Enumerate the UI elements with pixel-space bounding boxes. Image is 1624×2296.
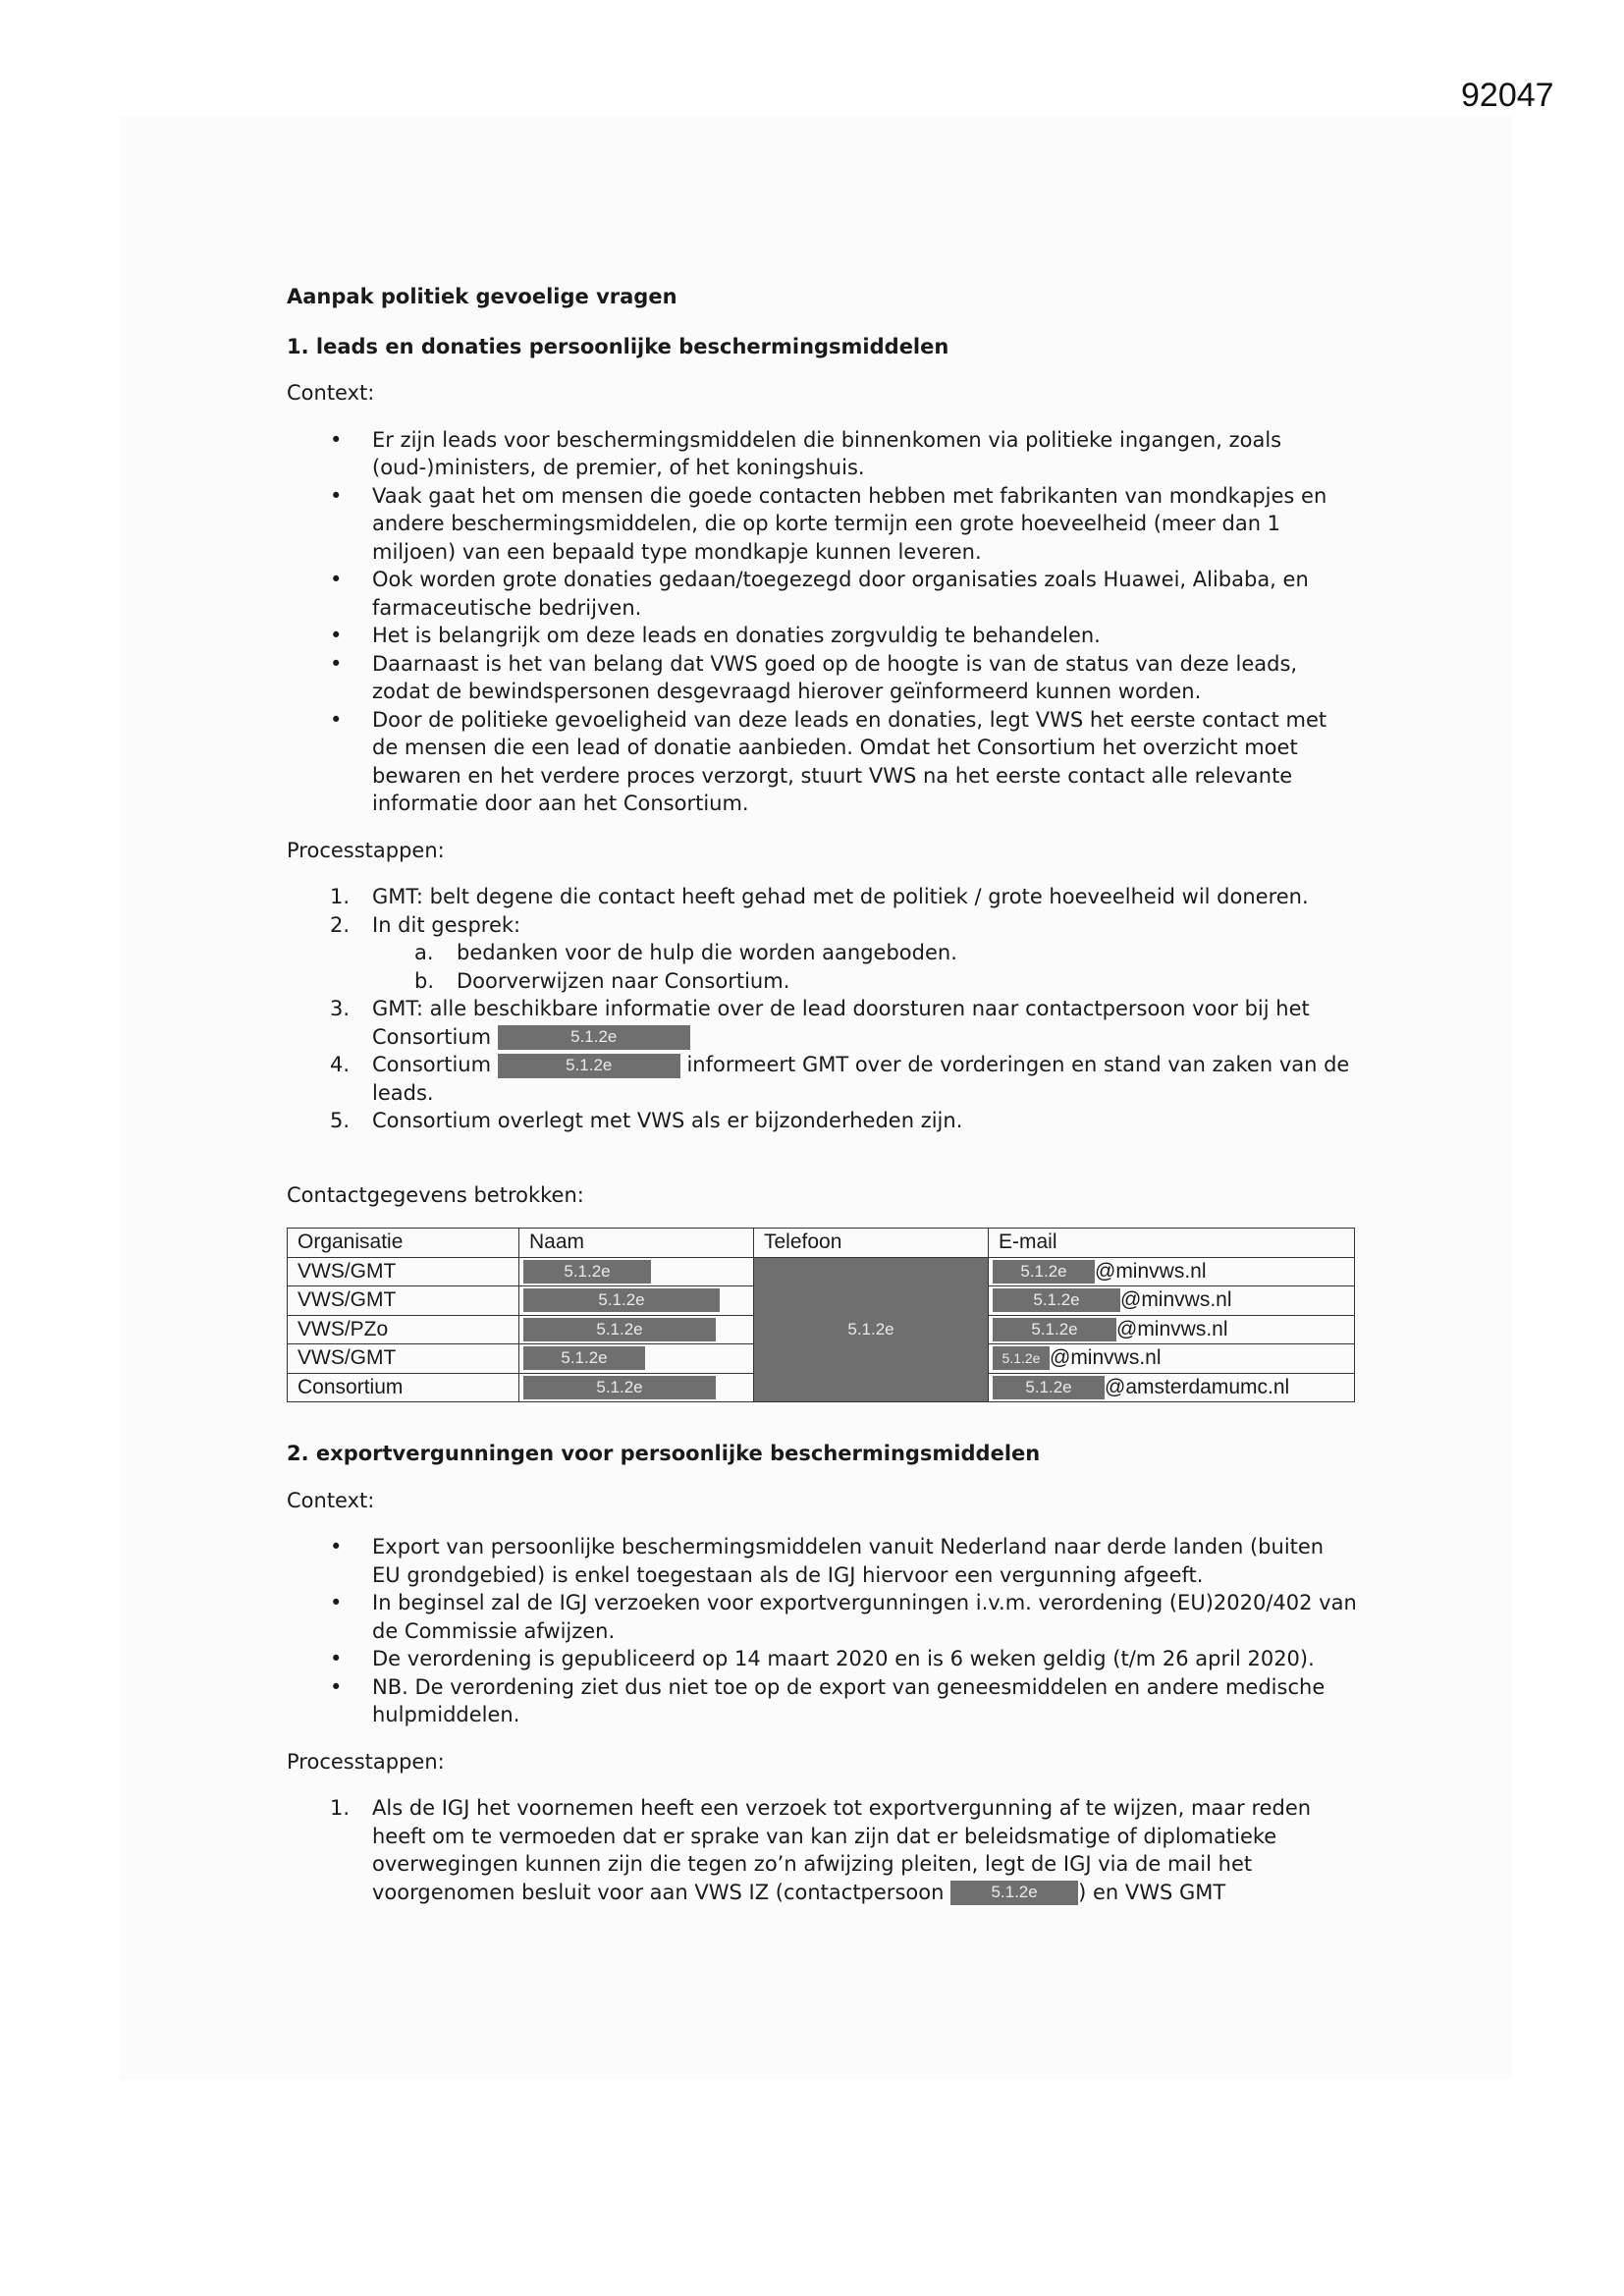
document-body xyxy=(287,283,1357,1925)
email-domain: @minvws.nl xyxy=(1120,1288,1232,1311)
column-header: Telefoon xyxy=(754,1229,989,1258)
cell-name xyxy=(519,1315,754,1344)
table-row xyxy=(288,1257,1355,1286)
email-domain: @minvws.nl xyxy=(1095,1259,1207,1283)
step-4 xyxy=(287,1051,1357,1107)
step-5 xyxy=(287,1107,1357,1135)
step-1 xyxy=(287,1794,1357,1906)
contacts-label: Contactgegevens betrokken: xyxy=(287,1182,584,1207)
cell-telephone-redacted: 5.1.2e xyxy=(754,1257,989,1402)
list-item: • Vaak gaat het om mensen die goede contacten hebben met fabrikanten van mondkapjes en andere beschermingsmiddelen, die op korte termijn een grote hoeveelheid (meer dan 1 miljoen) van een bepaald type mondkapje kunnen leveren. xyxy=(287,482,1357,567)
list-item: • In beginsel zal de IGJ verzoeken voor exportvergunningen i.v.m. verordening (EU)2020/402 van de Commissie afwijzen. xyxy=(287,1589,1357,1645)
cell-email xyxy=(989,1286,1355,1316)
list-item: • NB. De verordening ziet dus niet toe op de export van geneesmiddelen en andere medische hulpmiddelen. xyxy=(287,1673,1357,1729)
column-header: Naam xyxy=(519,1229,754,1258)
step-text: informeert GMT over de vorderingen en stand van zaken van de leads. xyxy=(372,1053,1350,1105)
cell-name xyxy=(519,1257,754,1286)
step-number: 1. xyxy=(330,1796,351,1820)
document-title: Aanpak politiek gevoelige vragen xyxy=(287,285,677,308)
step-text: Consortium xyxy=(372,1053,492,1076)
step-text: Consortium overlegt met VWS als er bijzonderheden zijn. xyxy=(372,1109,963,1132)
redaction-box: 5.1.2e xyxy=(950,1881,1078,1905)
table-header-row xyxy=(288,1229,1355,1258)
cell-name xyxy=(519,1286,754,1316)
step-number: 3. xyxy=(330,997,351,1020)
list-item: • Er zijn leads voor beschermingsmiddelen die binnenkomen via politieke ingangen, zoals (oud-)ministers, de premier, of het koningshuis. xyxy=(287,426,1357,482)
step-1 xyxy=(287,883,1357,911)
section-1-bullet-list xyxy=(287,426,1357,818)
substep-text: bedanken voor de hulp die worden aangeboden. xyxy=(457,941,957,964)
email-domain: @minvws.nl xyxy=(1116,1317,1228,1340)
redaction-box: 5.1.2e xyxy=(498,1025,690,1050)
list-item: • De verordening is gepubliceerd op 14 maart 2020 en is 6 weken geldig (t/m 26 april 2020). xyxy=(287,1645,1357,1673)
cell-email xyxy=(989,1315,1355,1344)
redaction-box: 5.1.2e xyxy=(993,1376,1105,1399)
step-number: 2. xyxy=(330,912,351,937)
step-number: 5. xyxy=(330,1109,351,1132)
step-text: In dit gesprek: xyxy=(372,912,521,937)
step-2 xyxy=(287,911,1357,996)
email-domain: @minvws.nl xyxy=(1050,1346,1162,1369)
cell-name xyxy=(519,1344,754,1374)
cell-email xyxy=(989,1373,1355,1402)
list-item: • Door de politieke gevoeligheid van deze leads en donaties, legt VWS het eerste contact met de mensen die een lead of donatie aanbieden. Omdat het Consortium het overzicht moet bewaren en het verdere proces verzorgt, stuurt VWS na het eerste contact alle relevante informatie door aan het Consortium. xyxy=(287,706,1357,818)
redaction-box: 5.1.2e xyxy=(523,1288,720,1312)
substep-a xyxy=(287,939,1357,967)
substep-letter: a. xyxy=(414,941,434,964)
column-header: E-mail xyxy=(989,1229,1355,1258)
cell-email xyxy=(989,1344,1355,1374)
contacts-table xyxy=(287,1228,1355,1402)
section-1-heading: 1. leads en donaties persoonlijke beschermingsmiddelen xyxy=(287,334,949,358)
redaction-box: 5.1.2e xyxy=(523,1318,716,1341)
redaction-box: 5.1.2e xyxy=(523,1346,645,1370)
list-item: • Export van persoonlijke beschermingsmiddelen vanuit Nederland naar derde landen (buiten EU grondgebied) is enkel toegestaan als de IGJ hiervoor een vergunning afgeeft. xyxy=(287,1533,1357,1589)
section-2-bullet-list xyxy=(287,1533,1357,1729)
step-text: ) en VWS GMT xyxy=(1078,1880,1226,1904)
redaction-box: 5.1.2e xyxy=(993,1260,1095,1284)
cell-name xyxy=(519,1373,754,1402)
section-1-process-label: Processtappen: xyxy=(287,838,445,862)
step-text: Als de IGJ het voornemen heeft een verzoek tot exportvergunning af te wijzen, maar reden heeft om te vermoeden dat er sprake van kan zijn dat er beleidsmatige of diplomatieke overwegingen kunnen zijn die tegen zo’n afwijzing pleiten, legt de IGJ via de mail het voorgenomen besluit voor aan VWS IZ (contactpersoon xyxy=(372,1796,1312,1904)
list-item: • Ook worden grote donaties gedaan/toegezegd door organisaties zoals Huawei, Alibaba, en farmaceutische bedrijven. xyxy=(287,566,1357,622)
column-header: Organisatie xyxy=(288,1229,519,1258)
section-1-steps xyxy=(287,883,1357,1135)
step-number: 1. xyxy=(330,885,351,908)
step-text: GMT: belt degene die contact heeft gehad met de politiek / grote hoeveelheid wil doneren. xyxy=(372,885,1309,908)
redaction-box: 5.1.2e xyxy=(523,1260,651,1284)
step-3 xyxy=(287,995,1357,1051)
cell-organisation: VWS/GMT xyxy=(288,1286,519,1316)
cell-email xyxy=(989,1257,1355,1286)
substep-b xyxy=(287,967,1357,996)
section-2-heading: 2. exportvergunningen voor persoonlijke beschermingsmiddelen xyxy=(287,1442,1041,1465)
section-2-steps xyxy=(287,1794,1357,1906)
redaction-box: 5.1.2e xyxy=(993,1346,1050,1370)
section-2-context-label: Context: xyxy=(287,1488,375,1512)
cell-organisation: VWS/GMT xyxy=(288,1344,519,1374)
cell-organisation: Consortium xyxy=(288,1373,519,1402)
redaction-box: 5.1.2e xyxy=(498,1054,680,1078)
redaction-box: 5.1.2e xyxy=(993,1288,1120,1312)
substep-letter: b. xyxy=(414,968,435,993)
cell-organisation: VWS/PZo xyxy=(288,1315,519,1344)
cell-organisation: VWS/GMT xyxy=(288,1257,519,1286)
email-domain: @amsterdamumc.nl xyxy=(1105,1375,1290,1398)
substep-text: Doorverwijzen naar Consortium. xyxy=(457,968,790,993)
step-text: GMT: alle beschikbare informatie over de lead doorsturen naar contactpersoon voor bij het Consortium xyxy=(372,997,1310,1049)
redaction-box: 5.1.2e xyxy=(993,1318,1116,1341)
step-number: 4. xyxy=(330,1053,351,1076)
document-number: 92047 xyxy=(1461,77,1554,114)
section-1-context-label: Context: xyxy=(287,381,375,405)
redaction-box: 5.1.2e xyxy=(523,1376,716,1399)
list-item: • Daarnaast is het van belang dat VWS goed op de hoogte is van de status van deze leads, zodat de bewindspersonen desgevraagd hierover geïnformeerd kunnen worden. xyxy=(287,650,1357,706)
section-2-process-label: Processtappen: xyxy=(287,1749,445,1774)
spacer xyxy=(287,1154,1357,1181)
step-2-substeps xyxy=(372,939,1357,995)
list-item: • Het is belangrijk om deze leads en donaties zorgvuldig te behandelen. xyxy=(287,622,1357,650)
